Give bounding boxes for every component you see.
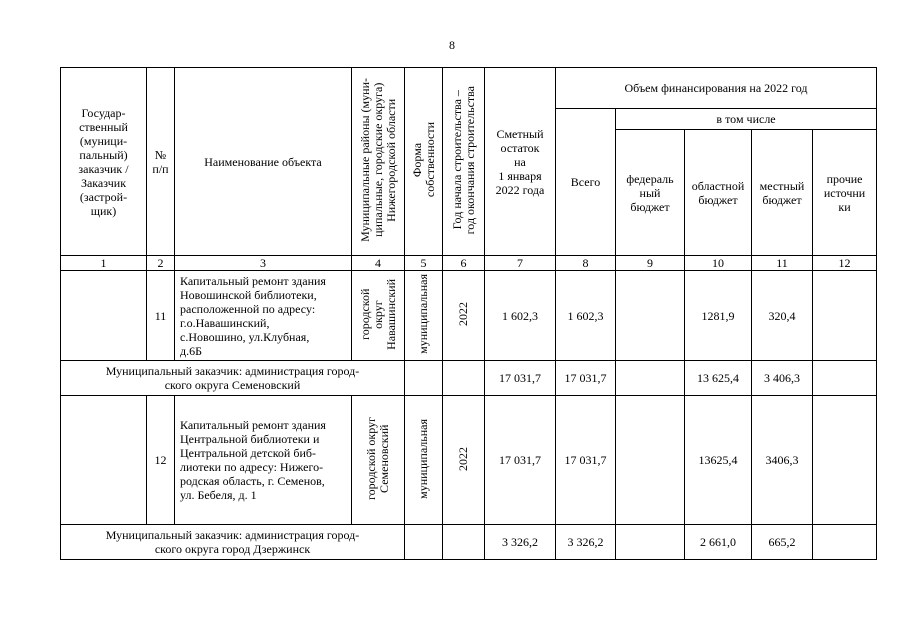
header-district: Муниципальные районы (муни- ципальные, городские округа) Нижегородской области [352,68,405,256]
total-cell: 1 602,3 [556,271,616,361]
column-index: 12 [813,256,877,271]
federal-cell [616,271,685,361]
years-cell: 2022 [443,271,485,361]
header-years: Год начала строительства – год окончания строительства [443,68,485,256]
header-local: местный бюджет [752,130,813,256]
years-cell [443,525,485,560]
regional-cell: 2 661,0 [685,525,752,560]
regional-cell: 13 625,4 [685,361,752,396]
header-other: прочие источни ки [813,130,877,256]
customer-cell [61,396,147,525]
remaining-cell: 3 326,2 [485,525,556,560]
other-cell [813,271,877,361]
other-cell [813,525,877,560]
object-name: Капитальный ремонт здания Центральной библиотеки и Центральной детской биб- лиотеки по адресу: Нижего- родская область, г. Семенов, ул. Бебеля, д. 1 [175,396,352,525]
column-index: 4 [352,256,405,271]
district-cell: городской округ Семеновский [352,396,405,525]
local-cell: 665,2 [752,525,813,560]
column-index: 2 [147,256,175,271]
local-cell: 3406,3 [752,396,813,525]
years-cell: 2022 [443,396,485,525]
federal-cell [616,525,685,560]
remaining-cell: 1 602,3 [485,271,556,361]
header-object-name: Наименование объекта [175,68,352,256]
object-name: Капитальный ремонт здания Новошинской библиотеки, расположенной по адресу: г.о.Навашинский, с.Новошино, ул.Клубная, д.6Б [175,271,352,361]
ownership-cell: муниципальная [405,271,443,361]
table-row [61,271,877,361]
column-index: 11 [752,256,813,271]
other-cell [813,361,877,396]
column-index: 7 [485,256,556,271]
header-number: № п/п [147,68,175,256]
column-index: 10 [685,256,752,271]
customer-cell [61,271,147,361]
column-index: 9 [616,256,685,271]
regional-cell: 1281,9 [685,271,752,361]
column-index-row [61,256,877,271]
column-index: 3 [175,256,352,271]
ownership-cell: муниципальная [405,396,443,525]
total-cell: 3 326,2 [556,525,616,560]
regional-cell: 13625,4 [685,396,752,525]
summary-row [61,361,877,396]
total-cell: 17 031,7 [556,361,616,396]
remaining-cell: 17 031,7 [485,396,556,525]
header-including: в том числе [616,109,877,130]
header-federal: федераль ный бюджет [616,130,685,256]
local-cell: 320,4 [752,271,813,361]
column-index: 1 [61,256,147,271]
column-index: 6 [443,256,485,271]
summary-label: Муниципальный заказчик: администрация город- ского округа город Дзержинск [61,525,405,560]
column-index: 5 [405,256,443,271]
federal-cell [616,361,685,396]
total-cell: 17 031,7 [556,396,616,525]
header-customer: Государ- ственный (муници- пальный) заказчик / Заказчик (застрой- щик) [61,68,147,256]
other-cell [813,396,877,525]
federal-cell [616,396,685,525]
years-cell [443,361,485,396]
page-number: 8 [449,38,455,52]
summary-label: Муниципальный заказчик: администрация город- ского округа Семеновский [61,361,405,396]
table-row [61,396,877,525]
header-regional: областной бюджет [685,130,752,256]
district-cell: городской округ Навашинский [352,271,405,361]
header-funding-group: Объем финансирования на 2022 год [556,68,877,109]
row-number: 11 [147,271,175,361]
local-cell: 3 406,3 [752,361,813,396]
ownership-cell [405,361,443,396]
header-total: Всего [556,109,616,256]
row-number: 12 [147,396,175,525]
header-ownership: Форма собственности [405,68,443,256]
ownership-cell [405,525,443,560]
summary-row [61,525,877,560]
financing-table [60,67,877,560]
remaining-cell: 17 031,7 [485,361,556,396]
header-remaining: Сметный остаток на 1 января 2022 года [485,68,556,256]
column-index: 8 [556,256,616,271]
